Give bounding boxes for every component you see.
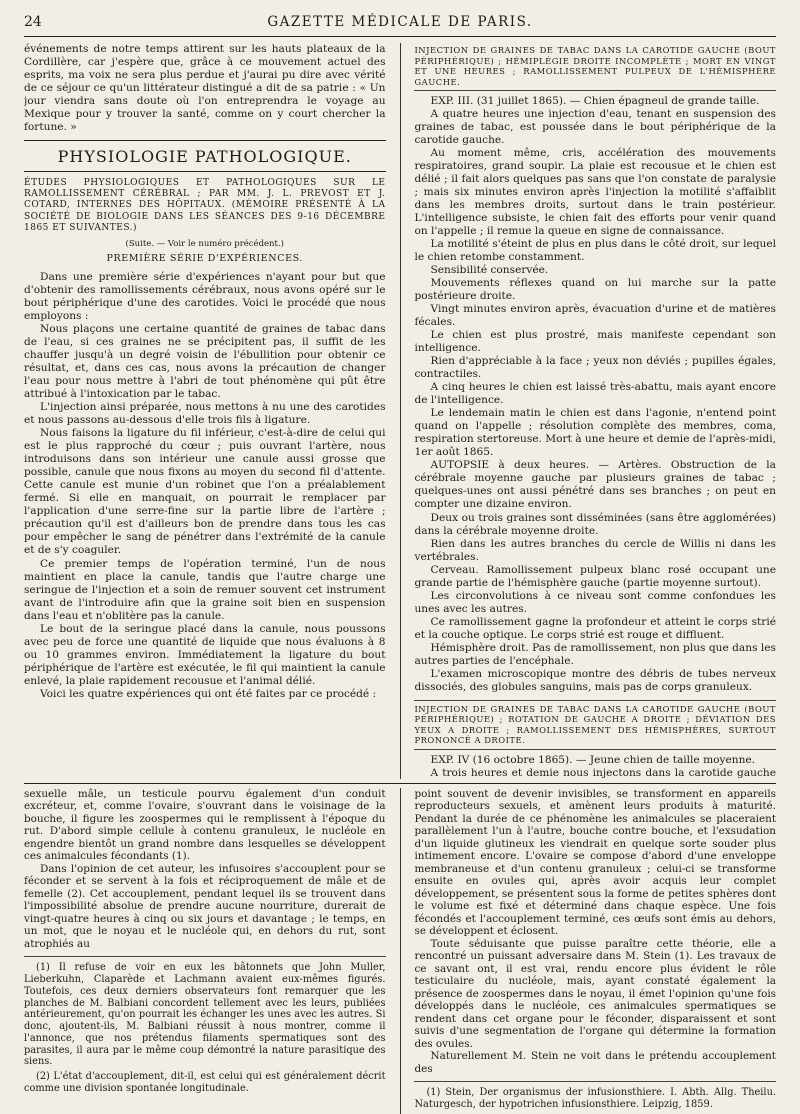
paragraph: Rien dans les autres branches du cercle de Willis ni dans les vertébrales.: [414, 537, 776, 563]
paragraph: Au moment même, cris, accélération des mouvements respiratoires, grand soupir. La plaie est recousue et le chien est délié ; il fait alors quelques pas sans que l'on constate de paralysie ; mais six minutes environ après l'injection la motilité s'affaiblit dans les membres droits, surtout dans le train postérieur. L'intelligence subsiste, le chien fait des efforts pour venir quand on l'appelle ; il remue la queue en signe de connaissance.: [414, 147, 776, 238]
footnote: (1) Il refuse de voir en eux les bâtonnets que John Muller, Lieberkuhn, Claparède et Lachmann avaient eux-mêmes figurés. Toutefois, ces deux derniers observateurs font remarquer que les planches de M. Balbiani concordent tellement avec les leurs, publiées antérieurement, qu'on pourrait les échanger les unes avec les autres. Si donc, ajoutent-ils, M. Balbiani réussit à nous montrer, comme il l'annonce, que nos prétendus filaments spermatiques sont des parasites, il aura par le même coup démontré la nature parasitique des siens.: [24, 962, 386, 1068]
paragraph: A cinq heures le chien est laissé très-abattu, mais ayant encore de l'intelligence.: [414, 381, 776, 407]
right-column: [414, 43, 776, 779]
paragraph: Hémisphère droit. Pas de ramollissement, non plus que dans les autres parties de l'encéphale.: [414, 641, 776, 667]
paragraph: Le bout de la seringue placé dans la canule, nous poussons avec peu de force une quantité de liquide que nous évaluons à 8 ou 10 grammes environ. Immédiatement la ligature du bout périphérique de l'artère est exécutée, le fil qui maintient la canule enlevé, la plaie rapidement recousue et l'animal délié.: [24, 622, 386, 687]
section-separator: [24, 783, 776, 784]
exp3-heading: INJECTION DE GRAINES DE TABAC DANS LA CAROTIDE GAUCHE (BOUT PÉRIPHÉRIQUE) ; HÉMIPLÉGIE DROITE INCOMPLÈTE ; MORT EN VINGT ET UNE HEURES ; RAMOLLISSEMENT PULPEUX DE L'HÉMISPHÈRE GAUCHE.: [414, 45, 776, 91]
paragraph: Ce premier temps de l'opération terminé, l'un de nous maintient en place la canule, tandis que l'autre charge une seringue de l'injection et a soin de remuer souvent cet instrument avant de l'introduire afin que la graine soit bien en suspension dans l'eau et n'oblitère pas la canule.: [24, 557, 386, 622]
paragraph: Nous plaçons une certaine quantité de graines de tabac dans de l'eau, si ces graines ne se précipitent pas, il suffit de les chauffer jusqu'à un degré voisin de l'ébullition pour obtenir ce résultat, et, dans ces cas, nous avons la précaution de changer l'eau pour nous mettre à l'abri de tout phénomène qui pût être attribué à l'intoxication par le tabac.: [24, 323, 386, 401]
paragraph: EXP. III. (31 juillet 1865). — Chien épagneul de grande taille.: [430, 95, 760, 107]
column-rule: [400, 788, 401, 1114]
paragraph: Nous faisons la ligature du fil inférieur, c'est-à-dire de celui qui est le plus rapproché du cœur ; puis ouvrant l'artère, nous introduisons dans son intérieur une canule aussi grosse que possible, canule que nous fixons au moyen du second fil d'attente. Cette canule est munie d'un robinet que l'on a préalablement fermé. Si elle en manquait, on pourrait le remplacer par l'application d'une serre-fine sur la partie libre de l'artère ; précaution qu'il est d'ailleurs bon de prendre dans tous les cas pour empêcher le sang de pénétrer dans l'extrémité de la canule et de s'y coaguler.: [24, 427, 386, 557]
section-title: PHYSIOLOGIE PATHOLOGIQUE.: [24, 140, 386, 172]
paragraph: Dans une première série d'expériences n'ayant pour but que d'obtenir des ramollissements cérébraux, nous avons opéré sur le bout périphérique d'une des carotides. Voici le procédé que nous employons :: [24, 271, 386, 323]
exp4-heading: INJECTION DE GRAINES DE TABAC DANS LA CAROTIDE GAUCHE (BOUT PÉRIPHÉRIQUE) ; ROTATION DE GAUCHE A DROITE ; DÉVIATION DES YEUX A DROITE ; RAMOLLISSEMENT DES HÉMISPHÈRES, SURTOUT PRONONCÉ A DROITE.: [414, 700, 776, 750]
bottom-left-column: [24, 788, 386, 1114]
column-rule: [400, 43, 401, 779]
paragraph: Rien d'appréciable à la face ; yeux non déviés ; pupilles égales, contractiles.: [414, 355, 776, 381]
paragraph: Ce ramollissement gagne la profondeur et atteint le corps strié et la couche optique. Le corps strié est rouge et diffluent.: [414, 615, 776, 641]
paragraph: Le chien est plus prostré, mais manifeste cependant son intelligence.: [414, 329, 776, 355]
footnote-rule: [24, 956, 386, 957]
article-title: ÉTUDES PHYSIOLOGIQUES ET PATHOLOGIQUES SUR LE RAMOLLISSEMENT CÉRÉBRAL ; PAR MM. J. L. PREVOST ET J. COTARD, INTERNES DES HÔPITAUX. (MÉMOIRE PRÉSENTÉ À LA SOCIÉTÉ DE BIOLOGIE DANS LES SÉANCES DES 9-16 DÉCEMBRE 1865 ET SUIVANTES.): [24, 177, 386, 233]
paragraph: AUTOPSIE à deux heures. — Artères. Obstruction de la cérébrale moyenne gauche par plusieurs graines de tabac ; quelques-unes ont aussi pénétré dans ses branches ; on peut en compter une dizaine environ.: [414, 459, 776, 511]
series-title: PREMIÈRE SÉRIE D'EXPÉRIENCES.: [106, 253, 304, 265]
paragraph: Le lendemain matin le chien est dans l'agonie, n'entend point quand on l'appelle ; résolution complète des membres, coma, respiration stertoreuse. Mort à une heure et demie de l'après-midi, 1er août 1865.: [414, 407, 776, 459]
page-header: [24, 14, 776, 37]
paragraph: Cerveau. Ramollissement pulpeux blanc rosé occupant une grande partie de l'hémisphère gauche (partie moyenne surtout).: [414, 563, 776, 589]
top-columns: [24, 43, 776, 779]
paragraph: L'examen microscopique montre des débris de tubes nerveux dissociés, des globules sanguins, mais pas de corps granuleux.: [414, 667, 776, 693]
intro-paragraph: événements de notre temps attirent sur les hauts plateaux de la Cordillère, car j'espère que, grâce à ce mouvement actuel des esprits, ma voix ne sera plus perdue et j'aurai pu dire avec vérité de ce séjour ce qu'un littérateur distingué a dit de sa patrie : « Un jour viendra sans doute où l'on entreprendra le voyage au Mexique pour y trouver la santé, comme on y court chercher la fortune. »: [24, 43, 386, 134]
paragraph: Les circonvolutions à ce niveau sont comme confondues les unes avec les autres.: [414, 589, 776, 615]
paragraph: Naturellement M. Stein ne voit dans le prétendu accouplement des: [414, 1050, 776, 1075]
paragraph: Deux ou trois graines sont disséminées (sans être agglomérées) dans la cérébrale moyenne droite.: [414, 511, 776, 537]
paragraph: L'injection ainsi préparée, nous mettons à nu une des carotides et nous passons au-dessous d'elle trois fils à ligature.: [24, 401, 386, 427]
paragraph: Voici les quatre expériences qui ont été faites par ce procédé :: [40, 687, 377, 700]
journal-title: GAZETTE MÉDICALE DE PARIS.: [267, 14, 533, 30]
paragraph: sexuelle mâle, un testicule pourvu également d'un conduit excréteur, et, comme l'ovaire, s'ouvrant dans le voisinage de la bouche, il figure les zoospermes qui le remplissent à l'époque du rut. D'abord simple cellule à contenu granuleux, le nucléole en engendre bientôt un grand nombre dans lesquelles se développent ces animalcules fécondants (1).: [24, 788, 386, 863]
paragraph: Mouvements réflexes quand on lui marche sur la patte postérieure droite.: [414, 277, 776, 303]
paragraph: point souvent de devenir invisibles, se transforment en appareils reproducteurs sexuels, et amènent leurs produits à maturité. Pendant la durée de ce phénomène les animalcules se placeraient parallèlement l'un à l'autre, bouche contre bouche, et l'exsudation d'un liquide glutineux les viendrait en quelque sorte souder plus intimement encore. L'ovaire se compose d'abord d'une enveloppe membraneuse et d'un contenu granuleux ; celui-ci se transforme ensuite en ovules qui, après avoir acquis leur complet développement, se présentent sous la forme de petites sphères dont le volume est fixé et déterminé dans chaque espèce. Une fois fécondés et l'accouplement terminé, ces œufs sont émis au dehors, se développent et éclosent.: [414, 788, 776, 938]
left-column: [24, 43, 386, 779]
paragraph: A trois heures et demie nous injectons dans la carotide gauche: [430, 766, 776, 779]
paragraph: La motilité s'éteint de plus en plus dans le côté droit, sur lequel le chien retombe constamment.: [414, 238, 776, 264]
paragraph: Sensibilité conservée.: [430, 264, 549, 277]
bottom-right-column: [414, 788, 776, 1114]
paragraph: Dans l'opinion de cet auteur, les infusoires s'accouplent pour se féconder et se servent à la fois et réciproquement de mâle et de femelle (2). Cet accouplement, pendant lequel ils se trouvent dans l'impossibilité absolue de prendre aucune nourriture, durerait de vingt-quatre heures à cinq ou six jours et davantage ; le temps, en un mot, que le noyau et le nucléole qui, en dehors du rut, sont atrophiés au: [24, 862, 386, 950]
footnote: (2) L'état d'accouplement, dit-il, est celui qui est généralement décrit comme une division spontanée longitudinale.: [24, 1071, 386, 1094]
paragraph: A quatre heures une injection d'eau, tenant en suspension des graines de tabac, est poussée dans le bout périphérique de la carotide gauche.: [414, 108, 776, 147]
paragraph: Vingt minutes environ après, évacuation d'urine et de matières fécales.: [414, 303, 776, 329]
bottom-columns: [24, 788, 776, 1114]
page-number: 24: [24, 14, 42, 30]
paragraph: EXP. IV (16 octobre 1865). — Jeune chien de taille moyenne.: [430, 753, 756, 766]
continued-note: (Suite. — Voir le numéro précédent.): [125, 239, 284, 250]
paragraph: Toute séduisante que puisse paraître cette théorie, elle a rencontré un puissant adversaire dans M. Stein (1). Les travaux de ce savant ont, il est vrai, rendu encore plus évident le rôle testiculaire du nucléole, mais, ayant constaté également la présence de zoospermes dans le noyau, il émet l'opinion qu'une fois développés dans le nucléole, ces animalcules spermatiques se rendent dans cet organe pour le féconder, disparaissent et sont suivis d'une segmentation de l'organe qui détermine la formation des ovules.: [414, 937, 776, 1050]
footnote: (1) Stein, Der organismus der infusionsthiere. I. Abth. Allg. Theilu. Naturgesch, der hypotrichen infusionsthiere. Leipzig, 1859.: [414, 1087, 776, 1110]
footnote-rule: [414, 1081, 776, 1082]
